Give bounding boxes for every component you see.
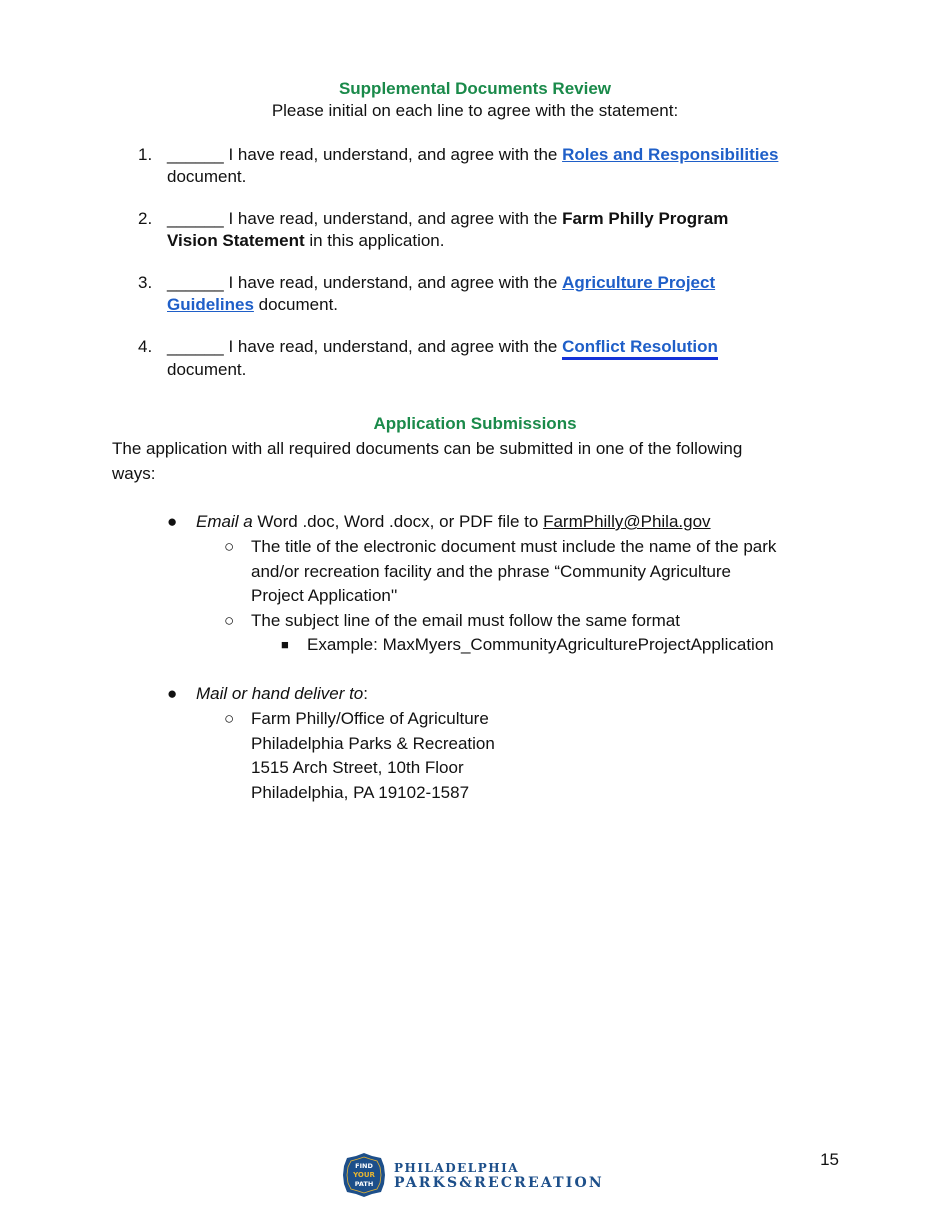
bullet-dot-icon: ●	[167, 512, 178, 531]
example-text: Example: MaxMyers_CommunityAgricultureProjectApplication	[307, 635, 774, 654]
address-line: 1515 Arch Street, 10th Floor	[251, 758, 464, 777]
page-number: 15	[820, 1150, 839, 1169]
address-line: Philadelphia Parks & Recreation	[251, 733, 495, 753]
initial-blank[interactable]: ______	[167, 337, 224, 356]
address-line: Farm Philly/Office of Agriculture	[251, 709, 489, 728]
badge-text: PATH	[354, 1180, 374, 1188]
item-text: I have read, understand, and agree with the	[223, 145, 563, 164]
org-line1: PHILADELPHIA	[394, 1161, 519, 1175]
initial-blank[interactable]: ______	[167, 209, 224, 228]
intro-line: The application with all required documents can be submitted in one of the following	[112, 439, 743, 458]
agriculture-guidelines-link-cont[interactable]: Guidelines	[167, 295, 254, 314]
parks-recreation-logo	[342, 1152, 622, 1202]
email-address-link[interactable]: FarmPhilly@Phila.gov	[543, 512, 711, 531]
bullet-circle-icon: ○	[224, 709, 235, 728]
sub-item-line: and/or recreation facility and the phrase “Community Agriculture	[251, 561, 732, 581]
intro-line: ways:	[112, 464, 156, 483]
address-line: Philadelphia, PA 19102-1587	[251, 782, 470, 802]
roles-responsibilities-link[interactable]: Roles and Responsibilities	[562, 145, 779, 164]
bullet-circle-icon: ○	[224, 537, 235, 556]
submissions-intro	[112, 436, 832, 486]
bullet-circle-icon: ○	[224, 611, 235, 630]
item-suffix: in this application.	[304, 231, 445, 250]
find-your-path-badge-icon	[342, 1152, 386, 1198]
conflict-resolution-link[interactable]: Conflict Resolution	[562, 337, 718, 360]
item-number: 3.	[138, 273, 153, 292]
initial-blank[interactable]: ______	[167, 145, 224, 164]
submissions-heading: Application Submissions	[373, 414, 577, 433]
badge-text: YOUR	[353, 1171, 375, 1179]
initial-blank[interactable]: ______	[167, 273, 224, 292]
item-number: 2.	[138, 209, 153, 228]
review-instruction: Please initial on each line to agree with the statement:	[271, 101, 679, 120]
email-text: Word .doc, Word .docx, or PDF file to	[252, 512, 544, 531]
item-suffix: document.	[167, 167, 247, 186]
vision-statement-title-cont: Vision Statement	[167, 231, 305, 250]
item-text: I have read, understand, and agree with the	[223, 273, 563, 292]
item-number: 1.	[138, 145, 153, 164]
bullet-dot-icon: ●	[167, 684, 178, 703]
item-text: I have read, understand, and agree with the	[223, 209, 563, 228]
item-suffix: document.	[253, 295, 339, 314]
review-heading: Supplemental Documents Review	[338, 79, 612, 98]
org-line2: PARKS&RECREATION	[394, 1175, 604, 1191]
sub-item-line: Project Application''	[251, 586, 398, 605]
item-number: 4.	[138, 337, 153, 356]
bullet-square-icon: ■	[281, 637, 289, 652]
sub-item-line: The title of the electronic document must include the name of the park	[251, 537, 777, 556]
badge-text: FIND	[355, 1162, 373, 1170]
mail-colon: :	[363, 684, 368, 703]
mail-label: Mail or hand deliver to	[196, 684, 364, 703]
sub-item-line: The subject line of the email must follow the same format	[251, 611, 680, 630]
email-label: Email a	[196, 512, 253, 531]
agriculture-guidelines-link[interactable]: Agriculture Project	[562, 273, 716, 292]
vision-statement-title: Farm Philly Program	[562, 209, 729, 228]
org-name	[394, 1162, 604, 1191]
item-suffix: document.	[167, 360, 247, 379]
item-text: I have read, understand, and agree with the	[223, 337, 563, 356]
